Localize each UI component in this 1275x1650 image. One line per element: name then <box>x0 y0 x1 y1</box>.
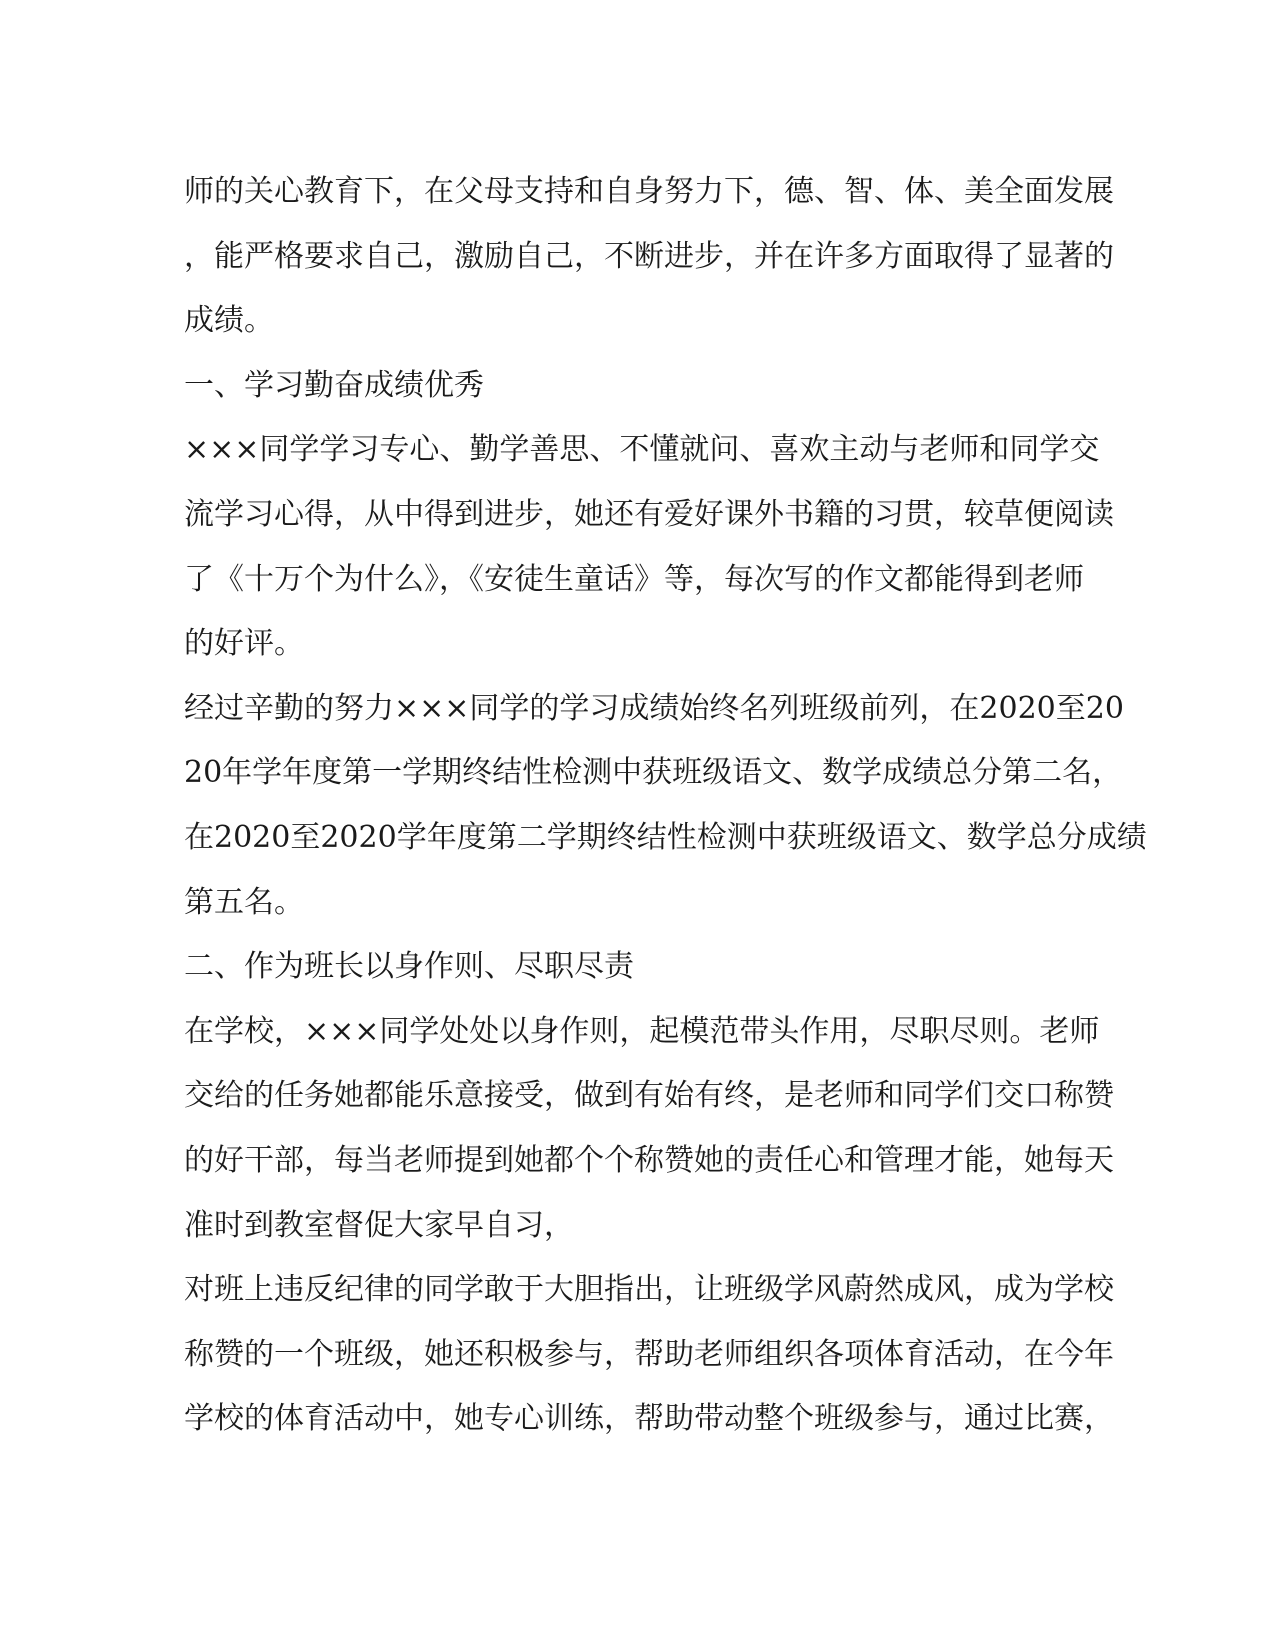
section-heading-study <box>184 354 1099 419</box>
paragraph-monitor <box>184 1000 1114 1258</box>
text-line: 在2020至2020学年度第二学期终结性检测中获班级语文、数学总分成绩 <box>184 819 1147 855</box>
paragraph-intro-continued <box>184 160 1114 354</box>
text-line: 准时到教室督促大家早自习， <box>184 1207 574 1243</box>
text-line: 对班上违反纪律的同学敢于大胆指出，让班级学风蔚然成风，成为学校 <box>184 1272 1114 1308</box>
heading-text: 一、学习勤奋成绩优秀 <box>184 367 484 403</box>
text-line: ×××同学学习专心、勤学善思、不懂就问、喜欢主动与老师和同学交 <box>184 432 1100 468</box>
text-line: 成绩。 <box>184 303 274 339</box>
text-line: 师的关心教育下，在父母支持和自身努力下，德、智、体、美全面发展 <box>184 174 1114 209</box>
heading-text: 二、作为班长以身作则、尽职尽责 <box>184 949 634 985</box>
text-line: 学校的体育活动中，她专心训练，帮助带动整个班级参与，通过比赛， <box>184 1401 1114 1437</box>
paragraph-study <box>184 418 1114 676</box>
text-line: 20年学年度第一学期终结性检测中获班级语文、数学成绩总分第二名， <box>184 755 1123 791</box>
text-line: 流学习心得，从中得到进步，她还有爱好课外书籍的习贯，较草便阅读 <box>184 496 1114 532</box>
text-line: 了《十万个为什么》，《安徒生童话》等，每次写的作文都能得到老师 <box>184 561 1084 597</box>
text-line: 的好评。 <box>184 626 304 662</box>
text-line: 的好干部，每当老师提到她都个个称赞她的责任心和管理才能，她每天 <box>184 1142 1114 1178</box>
text-line: 在学校，×××同学处处以身作则，起模范带头作用，尽职尽则。老师 <box>184 1013 1100 1049</box>
text-line: 经过辛勤的努力×××同学的学习成绩始终名列班级前列，在2020至20 <box>184 690 1124 726</box>
document-page <box>184 160 1147 1452</box>
section-heading-monitor <box>184 935 1099 1000</box>
text-line: 交给的任务她都能乐意接受，做到有始有终，是老师和同学们交口称赞 <box>184 1078 1114 1114</box>
paragraph-discipline <box>184 1258 1114 1452</box>
paragraph-grades <box>184 677 1147 935</box>
text-line: 称赞的一个班级，她还积极参与，帮助老师组织各项体育活动，在今年 <box>184 1336 1114 1372</box>
text-line: 第五名。 <box>184 884 304 920</box>
text-line: ，能严格要求自己，激励自己，不断进步，并在许多方面取得了显著的 <box>184 238 1114 274</box>
